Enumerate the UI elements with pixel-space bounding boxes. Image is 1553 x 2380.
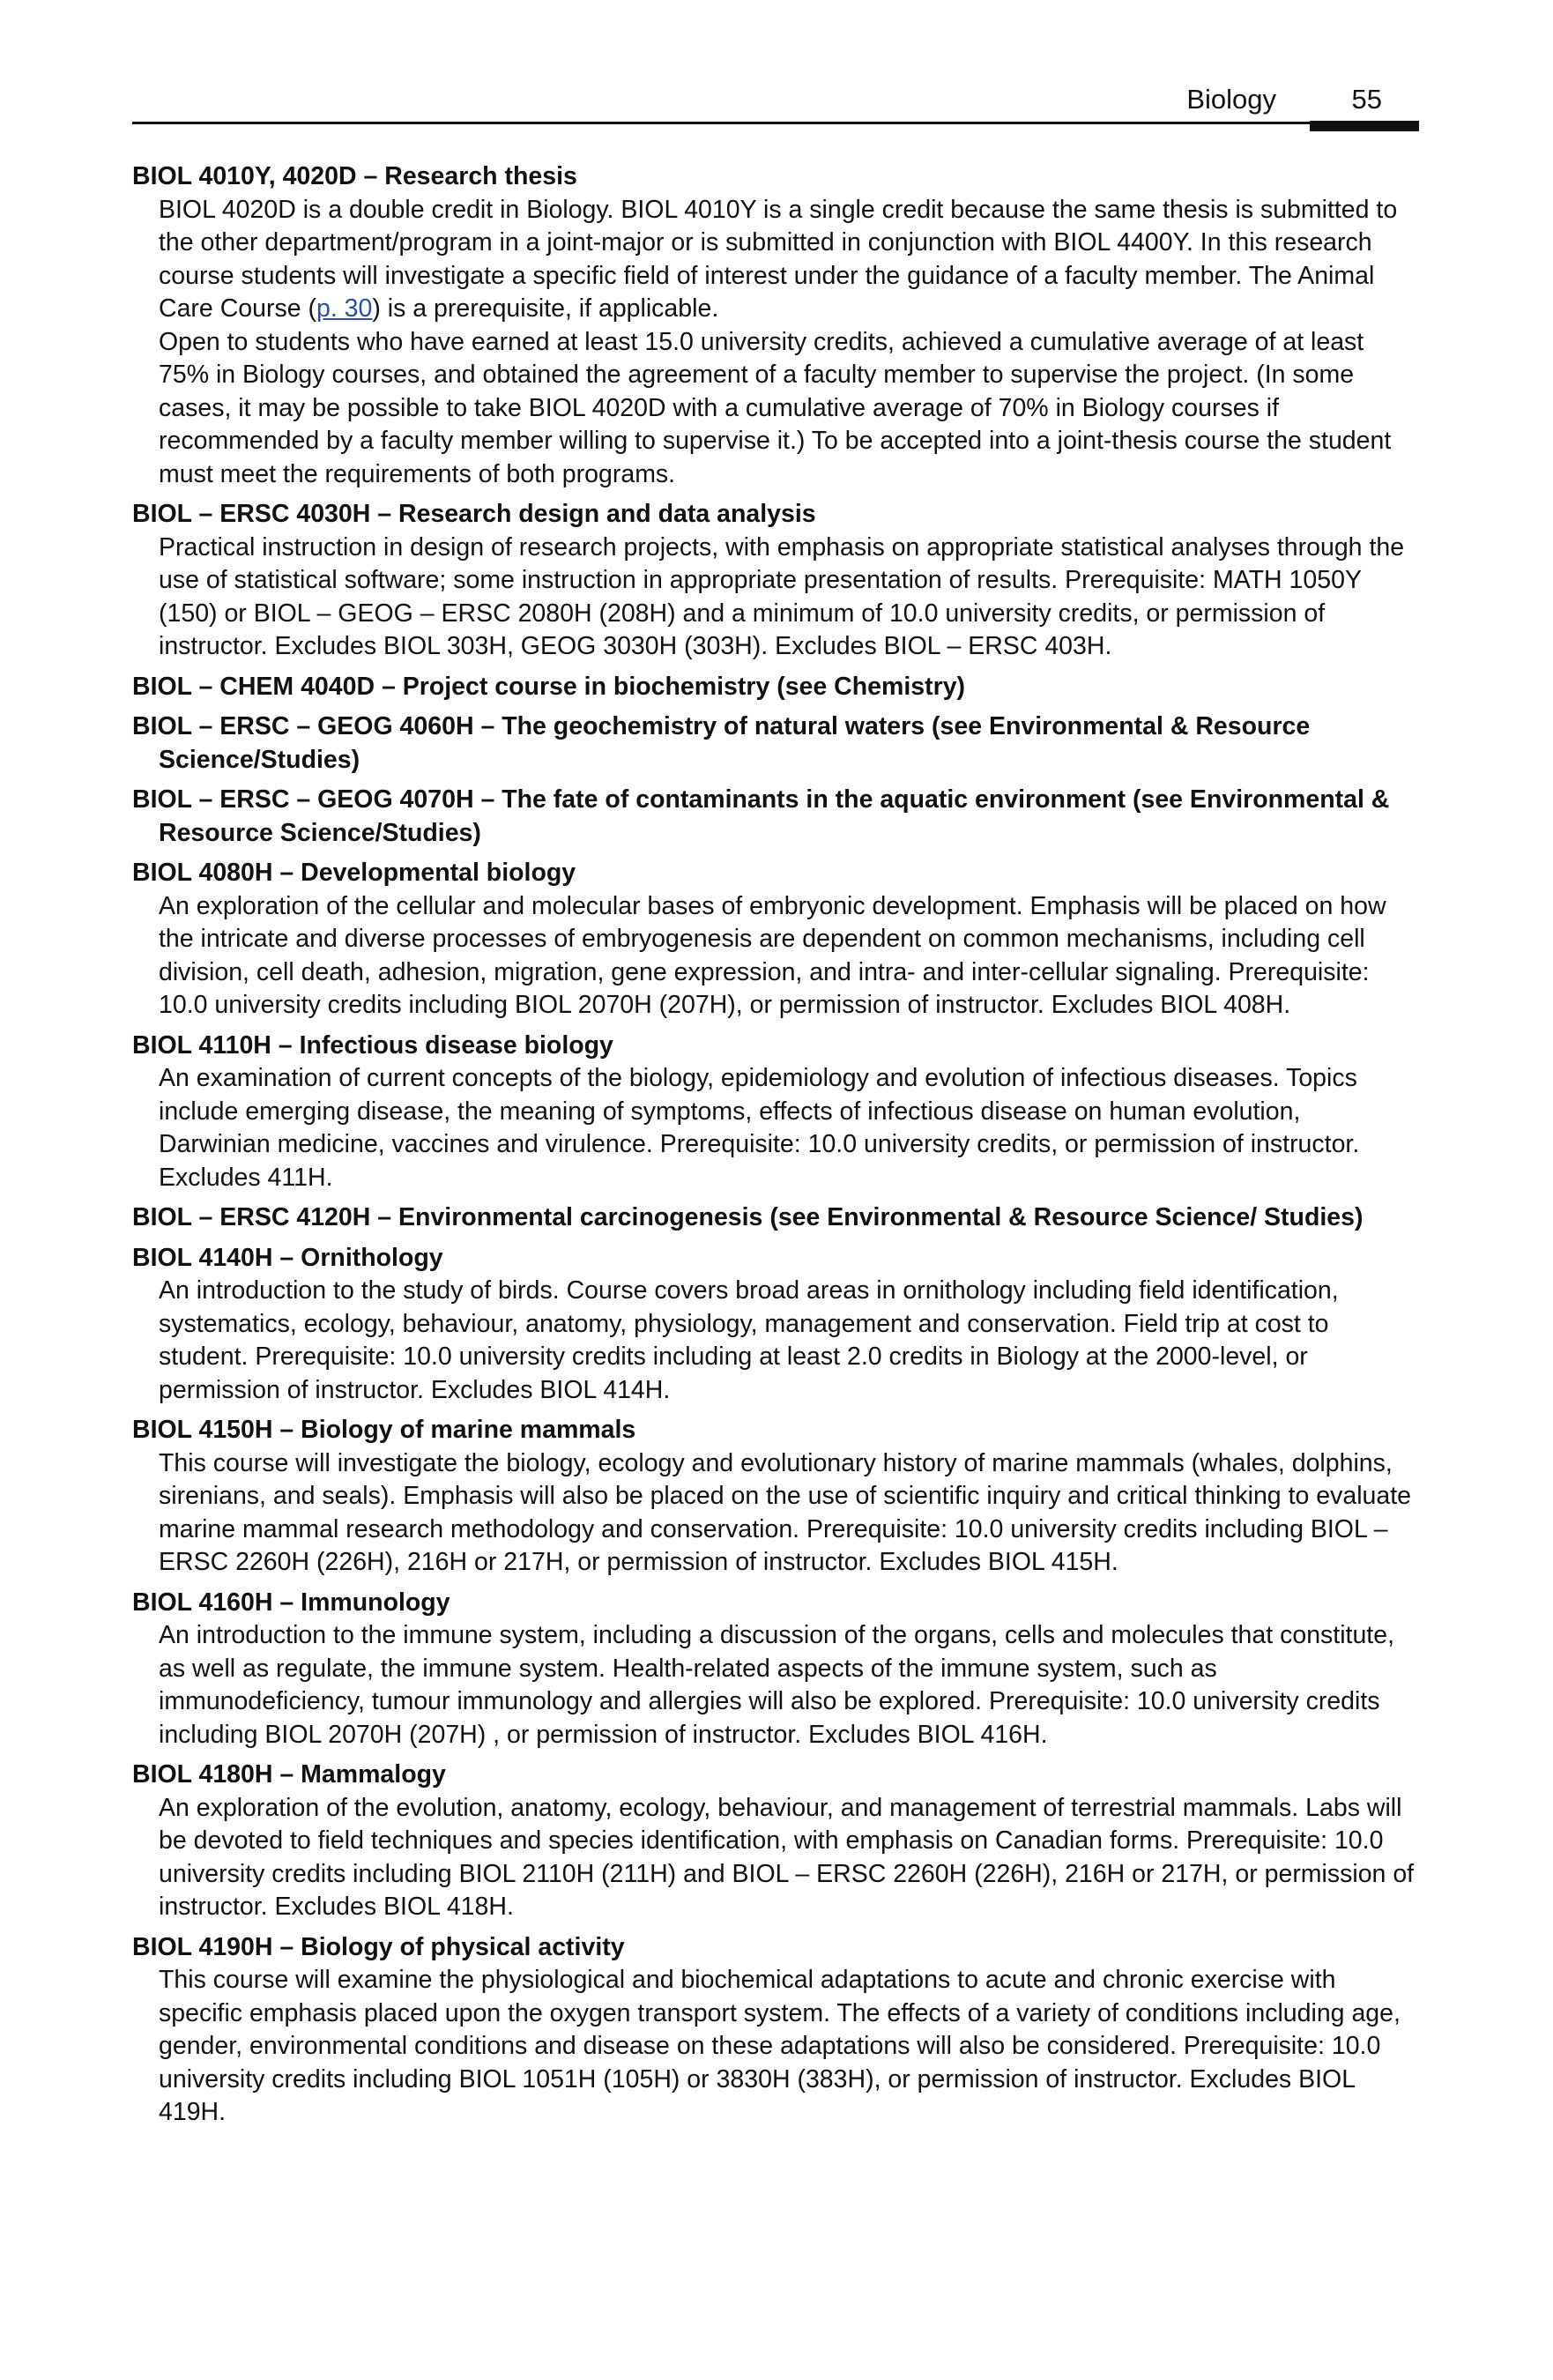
course-entry <box>132 1759 1419 1924</box>
course-entry <box>132 784 1419 850</box>
course-entry <box>132 1201 1419 1235</box>
course-title: BIOL – ERSC – GEOG 4060H – The geochemistry of natural waters (see Environmental & Resource Science/Studies) <box>132 712 1311 774</box>
header-rule <box>132 122 1419 124</box>
course-list <box>132 160 1419 2137</box>
course-entry <box>132 1242 1419 1408</box>
page-link[interactable]: p. 30 <box>316 294 373 323</box>
course-title: BIOL 4190H – Biology of physical activity <box>132 1932 625 1961</box>
course-description <box>132 194 1419 326</box>
description-text: BIOL 4020D is a double credit in Biology. BIOL 4010Y is a single credit because the same thesis is submitted to the other department/program in a joint-major or is submitted in conjunction with BIOL 4400Y. In this research course students will investigate a specific field of interest under the guidance of a faculty member. The Animal Care Course ( <box>159 195 1398 323</box>
course-entry <box>132 1414 1419 1580</box>
header-tab-marker <box>1310 121 1419 131</box>
course-entry <box>132 1931 1419 2130</box>
course-description: This course will examine the physiological and biochemical adaptations to acute and chronic exercise with specific emphasis placed upon the oxygen transport system. The effects of a variety of conditions including age, gender, environmental conditions and disease on these adaptations will also be considered. Prerequisite: 10.0 university credits including BIOL 1051H (105H) or 3830H (383H), or permission of instructor. Excludes BIOL 419H. <box>159 1966 1401 2126</box>
course-description: Practical instruction in design of research projects, with emphasis on appropriate statistical analyses through the use of statistical software; some instruction in appropriate presentation of results. Prerequisite: MATH 1050Y (150) or BIOL – GEOG – ERSC 2080H (208H) and a minimum of 10.0 university credits, or permission of instructor. Excludes BIOL 303H, GEOG 3030H (303H). Excludes BIOL – ERSC 403H. <box>159 532 1405 660</box>
running-header <box>132 76 1419 124</box>
course-entry <box>132 1587 1419 1752</box>
course-entry <box>132 498 1419 664</box>
course-title: BIOL – ERSC – GEOG 4070H – The fate of contaminants in the aquatic environment (see Environmental & Resource Science/Studies) <box>132 785 1390 847</box>
course-title: BIOL 4080H – Developmental biology <box>132 859 576 887</box>
course-description: An introduction to the immune system, including a discussion of the organs, cells and molecules that constitute, as well as regulate, the immune system. Health-related aspects of the immune system, such as immunodeficiency, tumour immunology and allergies will also be explored. Prerequisite: 10.0 university credits including BIOL 2070H (207H) , or permission of instructor. Excludes BIOL 416H. <box>159 1621 1394 1749</box>
course-description: This course will investigate the biology, ecology and evolutionary history of marine mammals (whales, dolphins, sirenians, and seals). Emphasis will also be placed on the use of scientific inquiry and critical thinking to evaluate marine mammal research methodology and conservation. Prerequisite: 10.0 university credits including BIOL – ERSC 2260H (226H), 216H or 217H, or permission of instructor. Excludes BIOL 415H. <box>159 1448 1412 1576</box>
course-description: An exploration of the evolution, anatomy, ecology, behaviour, and management of terrestrial mammals. Labs will be devoted to field techniques and species identification, with emphasis on Canadian forms. Prerequisite: 10.0 university credits including BIOL 2110H (211H) and BIOL – ERSC 2260H (226H), 216H or 217H, or permission of instructor. Excludes BIOL 418H. <box>159 1793 1415 1921</box>
course-entry <box>132 160 1419 491</box>
course-entry <box>132 1030 1419 1195</box>
course-title: BIOL 4150H – Biology of marine mammals <box>132 1416 636 1444</box>
course-entry <box>132 671 1419 704</box>
course-description: An introduction to the study of birds. Course covers broad areas in ornithology including field identification, systematics, ecology, behaviour, anatomy, physiology, management and conservation. Field trip at cost to student. Prerequisite: 10.0 university credits including at least 2.0 credits in Biology at the 2000-level, or permission of instructor. Excludes BIOL 414H. <box>159 1276 1339 1404</box>
course-title: BIOL 4110H – Infectious disease biology <box>132 1030 613 1060</box>
course-title: BIOL 4160H – Immunology <box>132 1588 450 1617</box>
course-entry <box>132 857 1419 1023</box>
course-title: BIOL – ERSC 4120H – Environmental carcinogenesis (see Environmental & Resource Science/ Studies) <box>132 1203 1364 1231</box>
course-entry <box>132 710 1419 777</box>
course-description: An exploration of the cellular and molecular bases of embryonic development. Emphasis will be placed on how the intricate and diverse processes of embryogenesis are dependent on common mechanisms, including cell division, cell death, adhesion, migration, gene expression, and intra- and inter-cellular signaling. Prerequisite: 10.0 university credits including BIOL 2070H (207H), or permission of instructor. Excludes BIOL 408H. <box>159 891 1386 1019</box>
course-description: An examination of current concepts of the biology, epidemiology and evolution of infectious diseases. Topics include emerging disease, the meaning of symptoms, effects of infectious disease on human evolution, Darwinian medicine, vaccines and virulence. Prerequisite: 10.0 university credits, or permission of instructor. Excludes 411H. <box>159 1064 1360 1192</box>
page-number: 55 <box>1351 84 1382 115</box>
course-title: BIOL 4180H – Mammalogy <box>132 1760 446 1789</box>
course-title: BIOL – ERSC 4030H – Research design and data analysis <box>132 500 816 528</box>
course-description: Open to students who have earned at least 15.0 university credits, achieved a cumulative average of at least 75% in Biology courses, and obtained the agreement of a faculty member to supervise the project. (In some cases, it may be possible to take BIOL 4020D with a cumulative average of 70% in Biology courses if recommended by a faculty member willing to supervise it.) To be accepted into a joint-thesis course the student must meet the requirements of both programs. <box>159 327 1392 488</box>
description-text: ) is a prerequisite, if applicable. <box>372 294 719 323</box>
course-title: BIOL 4140H – Ornithology <box>132 1243 443 1272</box>
section-title: Biology <box>1186 84 1276 115</box>
course-title: BIOL – CHEM 4040D – Project course in biochemistry (see Chemistry) <box>132 672 966 701</box>
course-title: BIOL 4010Y, 4020D – Research thesis <box>132 162 577 190</box>
